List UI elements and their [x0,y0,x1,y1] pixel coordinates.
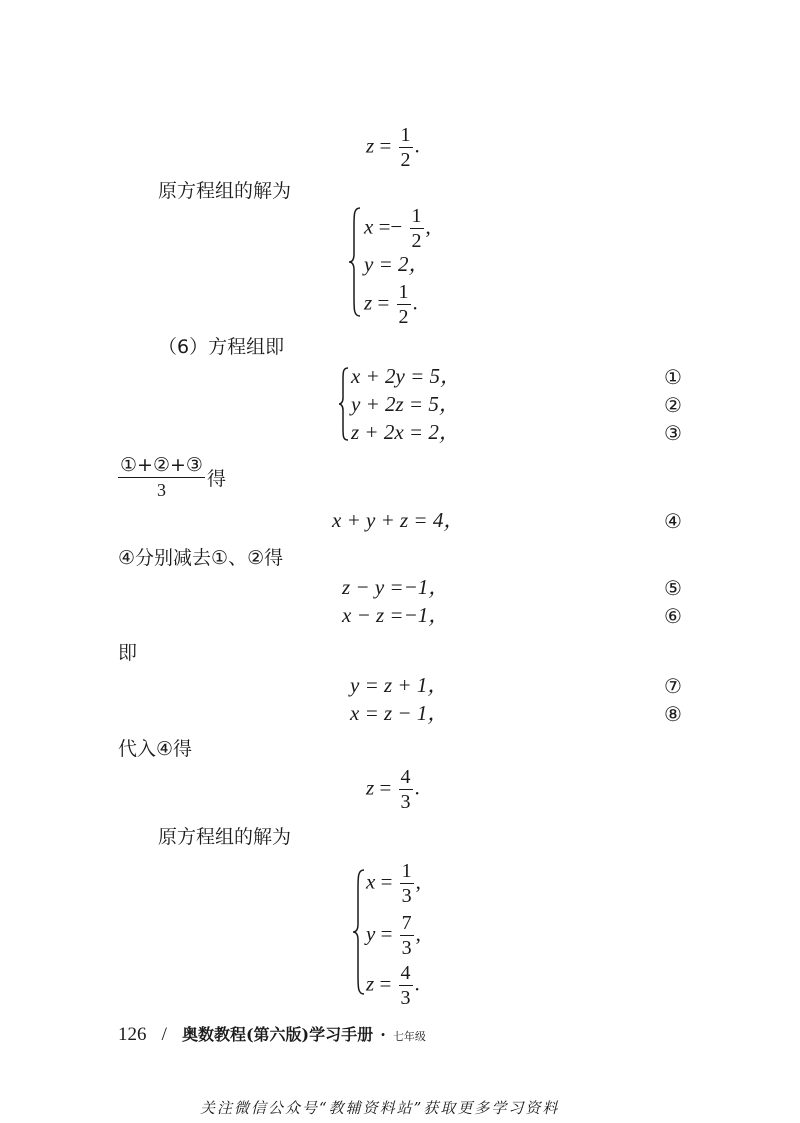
equation-tag: ③ [664,421,682,445]
equation-tag: ⑦ [664,674,682,698]
system6-eq3: z + 2x = 2， [351,420,460,444]
paragraph-ie: 即 [118,642,138,664]
page-footer [118,1022,426,1046]
equation-z-four-thirds: z = $\frac{4}{3}$ . [366,766,420,813]
solution1-z: z = $\frac{1}{2}$ . [364,281,418,328]
book-title: 奥数教程(第六版)学习手册 [181,1025,374,1044]
paragraph-subtract: ④分别减去①、②得 [118,547,284,569]
equation-tag: ④ [664,509,682,533]
equation-tag: ⑤ [664,576,682,600]
equation-5: z − y =−1， [342,575,450,599]
solution1-x: x =− $\frac{1}{2}$ , [364,205,431,252]
fraction: $\frac{1}{2}$ [400,124,411,171]
equation-8: x = z − 1， [350,701,449,725]
equation-z-half: z = $\frac{1}{2}$ . [366,124,420,171]
watermark-text: 关注微信公众号“教辅资料站”获取更多学习资料 [200,1099,560,1117]
grade-label: 七年级 [392,1030,426,1043]
equation-6: x − z =−1， [342,603,450,627]
equation-tag: ① [664,365,682,389]
left-brace [338,366,350,442]
system6-eq2: y + 2z = 5， [351,392,460,416]
equation-tag: ② [664,393,682,417]
paragraph-solution-label: 原方程组的解为 [158,180,292,202]
footer-dot: · [380,1025,386,1044]
solution2-z: z = $\frac{4}{3}$ . [366,962,420,1009]
operation-fraction: ①+②+③ 3 得 [120,454,226,500]
footer-slash: / [161,1024,167,1045]
equation-tag: ⑧ [664,702,682,726]
left-brace [352,868,366,996]
paragraph-substitute: 代入④得 [118,738,193,760]
system6-eq1: x + 2y = 5， [351,364,461,388]
left-brace [348,206,362,318]
paragraph-solution-label-2: 原方程组的解为 [158,826,292,848]
solution1-y: y = 2， [364,252,430,276]
solution2-y: y = $\frac{7}{3}$ , [366,912,421,959]
equation-4: x + y + z = 4， [332,508,465,532]
paragraph-part6: （6）方程组即 [158,336,285,358]
equation-7: y = z + 1， [350,673,449,697]
page-number: 126 [118,1024,147,1045]
equation-tag: ⑥ [664,604,682,628]
solution2-x: x = $\frac{1}{3}$ , [366,860,421,907]
